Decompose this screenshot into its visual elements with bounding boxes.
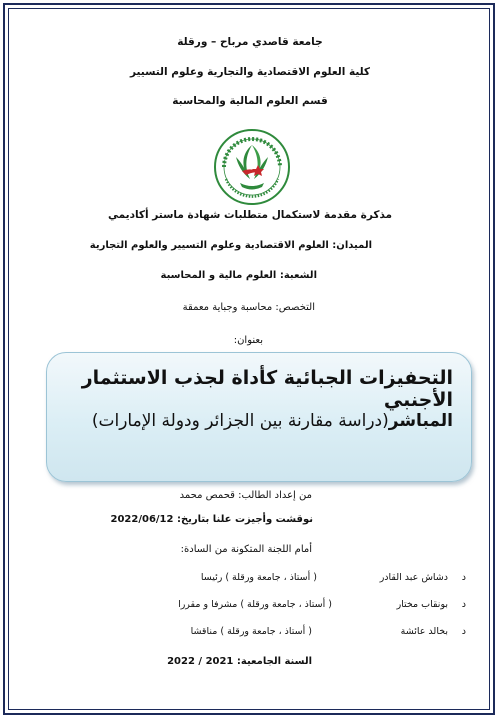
memo-description: مذكرة مقدمة لاستكمال متطلبات شهادة ماستر أكاديمي [107,209,393,221]
title-box [46,352,472,482]
field-line: الميدان: العلوم الاقتصادية وعلوم التسيير والعلوم التجارية [89,240,372,251]
specialty-line: التخصص: محاسبة وجباية معمقة [182,302,315,313]
student-line: من إعداد الطالب: قحمص محمد [179,490,312,501]
committee-prefix: د [461,572,466,583]
committee-name: دشاش عبد القادر [379,572,448,583]
thesis-title-line2-rest: (دراسة مقارنة بين الجزائر ودولة الإمارات) [91,411,389,431]
committee-role: ( أستاذ ، جامعة ورقلة ) رئيسا [200,572,317,583]
university-name: جامعة قاصدي مرباح – ورقلة [177,36,323,48]
faculty-name: كلية العلوم الاقتصادية والتجارية وعلوم التسيير [129,66,371,78]
committee-label: أمام اللجنة المتكونة من السادة: [180,544,312,555]
thesis-title-line2-bold: المباشر [388,411,453,431]
academic-year: السنة الجامعية: 2021 / 2022 [167,656,312,667]
committee-role: ( أستاذ ، جامعة ورقلة ) مشرفا و مقررا [178,599,332,610]
title-label: بعنوان: [233,335,263,346]
committee-name: بونقاب مختار [396,599,448,610]
thesis-title-line2 [92,411,453,431]
committee-prefix: د [461,599,466,610]
thesis-title-line1: التحفيزات الجبائية كأداة لجذب الاستثمار الأجنبي [81,367,453,411]
committee-role: ( أستاذ ، جامعة ورقلة ) مناقشا [190,626,312,637]
branch-line: الشعبة: العلوم مالية و المحاسبة [160,270,317,281]
defense-date: نوقشت وأجيزت علنا بتاريخ: 2022/06/12 [110,514,313,525]
department-name: قسم العلوم المالية والمحاسبة [172,95,328,107]
committee-prefix: د [461,626,466,637]
committee-name: بخالد عائشة [400,626,448,637]
university-logo [212,127,292,207]
